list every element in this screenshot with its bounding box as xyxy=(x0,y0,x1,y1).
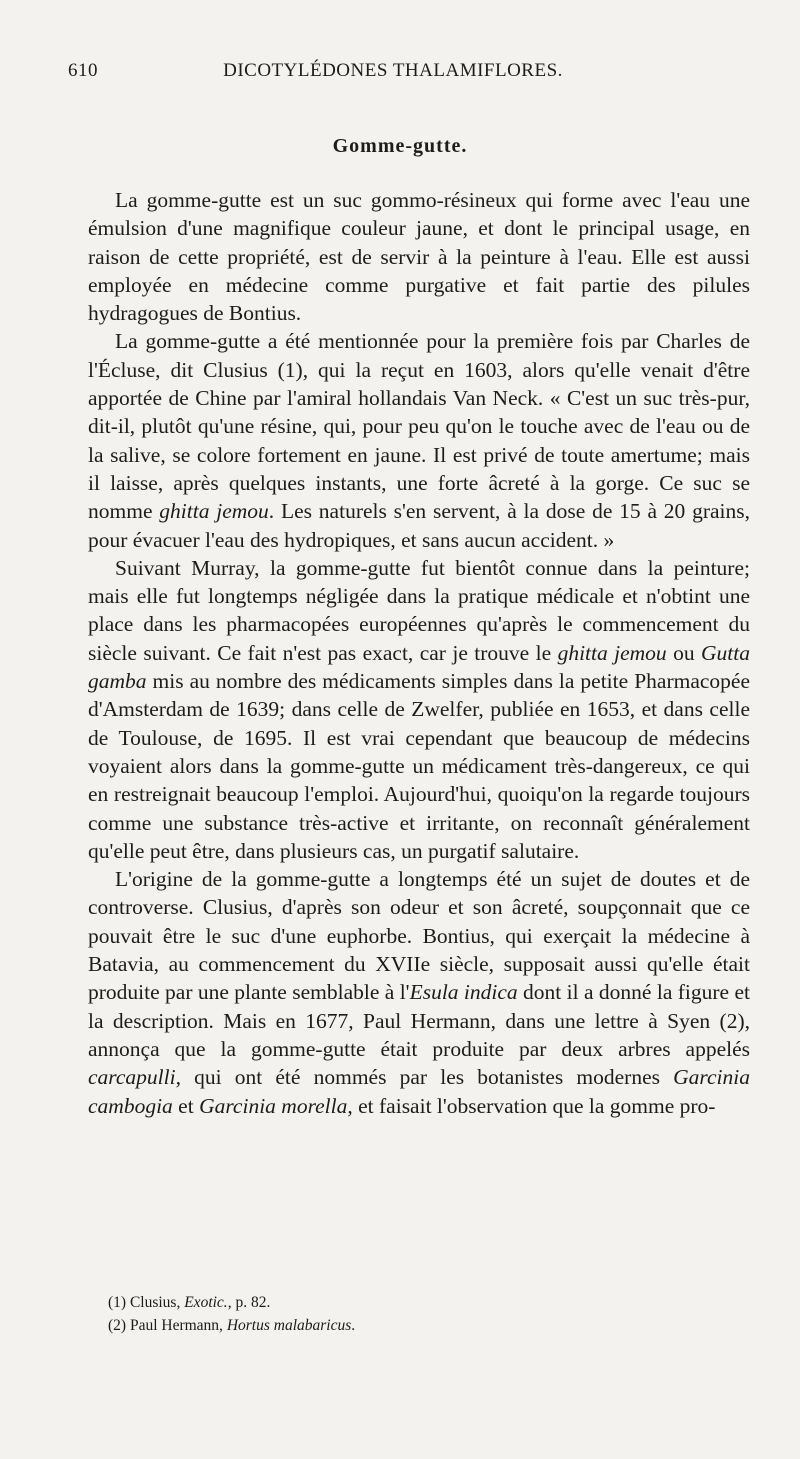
text-run: (2) Paul Hermann, xyxy=(108,1317,227,1334)
italic-text: Esula indica xyxy=(409,980,518,1005)
text-run: , qui ont été nommés par les botanistes modernes xyxy=(175,1065,674,1090)
footnote xyxy=(108,1291,708,1314)
text-run: , p. 82. xyxy=(227,1294,271,1311)
running-title: DICOTYLÉDONES THALAMIFLORES. xyxy=(223,60,563,81)
italic-text: ghitta jemou xyxy=(557,640,667,665)
paragraph xyxy=(88,327,750,553)
text-run: dont il a donné la figure et la description. Mais en 1677, Paul Hermann, dans une lettre à Syen (2), annonça que la gomme-gutte était produite par deux arbres appelés xyxy=(88,980,751,1061)
italic-text: Garcinia morella xyxy=(199,1093,348,1118)
text-run: . xyxy=(351,1317,356,1334)
text-run: Suivant Murray, la gomme-gutte fut bientôt connue dans la peinture; mais elle fut longtemps négligée dans la pratique médicale et n'obtint une place dans les pharmacopées européennes qu'après le commencement du siècle suivant. Ce fait n'est pas exact, car je trouve le xyxy=(88,555,750,665)
text-run: La gomme-gutte a été mentionnée pour la première fois par Charles de l'Écluse, dit Clusius (1), qui la reçut en 1603, alors qu'elle venait d'être apportée de Chine par l'amiral hollandais Van Neck. « C'est un suc très-pur, dit-il, plutôt qu'une résine, qui, pour peu qu'on le touche avec de l'eau ou de la salive, se colore fortement en jaune. Il est privé de toute amertume; mais il laisse, après quelques instants, une forte âcreté à la gorge. Ce suc se nomme xyxy=(88,329,750,524)
italic-text: ghitta jemou xyxy=(159,499,269,524)
italic-text: Garcinia cambogia xyxy=(88,1065,750,1118)
italic-text: carcapulli xyxy=(88,1065,176,1090)
text-run: (1) Clusius, xyxy=(108,1294,185,1311)
text-run: La gomme-gutte est un suc gommo-résineux qui forme avec l'eau une émulsion d'une magnifique couleur jaune, et dont le principal usage, en raison de cette propriété, est de servir à la peinture à l'eau. Elle est aussi employée en médecine comme purgative et fait partie des pilules hydragogues de Bontius. xyxy=(88,188,750,326)
text-run: . Les naturels s'en servent, à la dose de 15 à 20 grains, pour évacuer l'eau des hydropiques, et sans aucun accident. » xyxy=(88,499,750,552)
paragraph xyxy=(88,554,750,865)
italic-text: Exotic. xyxy=(184,1294,228,1311)
section-title: Gomme-gutte. xyxy=(332,135,468,157)
page-number: 610 xyxy=(68,60,98,81)
footnote xyxy=(108,1314,708,1337)
italic-text: Hortus malabaricus xyxy=(226,1317,352,1334)
body-text xyxy=(88,186,750,1120)
footnotes xyxy=(108,1291,708,1337)
text-run: ou xyxy=(666,640,702,665)
text-run: mis au nombre des médicaments simples dans la petite Pharmacopée d'Amsterdam de 1639; dans celle de Zwelfer, publiée en 1653, et dans celle de Toulouse, de 1695. Il est vrai cependant que beaucoup de médecins voyaient alors dans la gomme-gutte un médicament très-dangereux, ce qui en restreignait beaucoup l'emploi. Aujourd'hui, quoiqu'on la regarde toujours comme une substance très-active et irritante, on reconnaît généralement qu'elle peut être, dans plusieurs cas, un purgatif salutaire. xyxy=(88,669,750,863)
text-run: et xyxy=(172,1093,200,1118)
text-run: , et faisait l'observation que la gomme pro- xyxy=(347,1093,716,1118)
paragraph xyxy=(88,865,750,1120)
italic-text: Gutta gamba xyxy=(88,640,750,694)
paragraph xyxy=(88,186,750,327)
text-run: L'origine de la gomme-gutte a longtemps été un sujet de doutes et de controverse. Clusius, d'après son odeur et son âcreté, soupçonnait que ce pouvait être le suc d'une euphorbe. Bontius, qui exerçait la médecine à Batavia, au commencement du XVIIe siècle, supposait aussi qu'elle était produite par une plante semblable à l' xyxy=(88,867,750,1005)
